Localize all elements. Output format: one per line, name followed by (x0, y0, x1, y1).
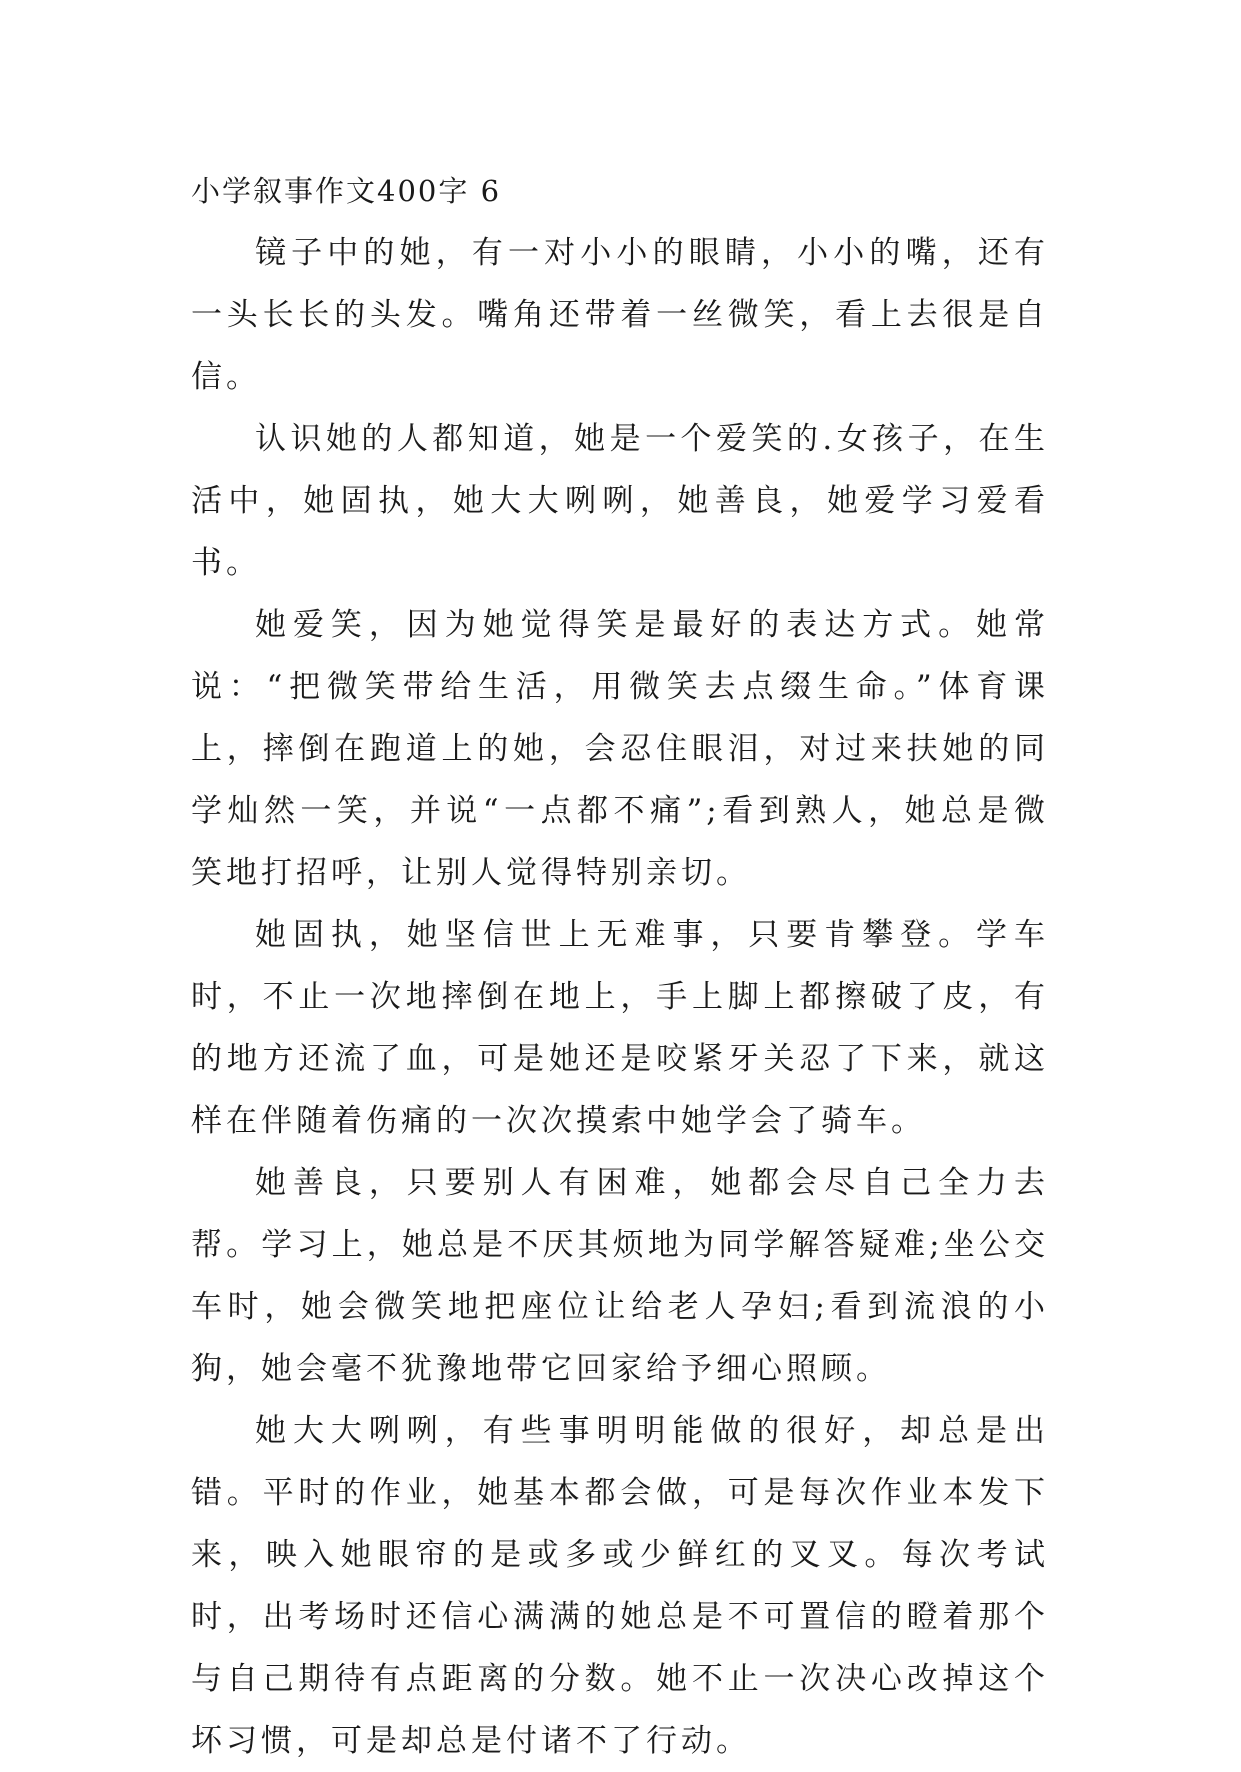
paragraph-careless: 她大大咧咧，有些事明明能做的很好，却总是出错。平时的作业，她基本都会做，可是每次作业本发下来，映入她眼帘的是或多或少鲜红的叉叉。每次考试时，出考场时还信心满满的她总是不可置信的瞪着那个与自己期待有点距离的分数。她不止一次决心改掉这个坏习惯，可是却总是付诸不了行动。 (191, 1413, 1049, 1759)
paragraph-mirror-description: 镜子中的她，有一对小小的眼睛，小小的嘴，还有一头长长的头发。嘴角还带着一丝微笑，看上去很是自信。 (191, 235, 1049, 395)
essay-body (191, 160, 1049, 1772)
paragraph-personality-overview: 认识她的人都知道，她是一个爱笑的.女孩子，在生活中，她固执，她大大咧咧，她善良，她爱学习爱看书。 (191, 421, 1049, 581)
paragraph-loves-smiling: 她爱笑，因为她觉得笑是最好的表达方式。她常说：“把微笑带给生活，用微笑去点缀生命。”体育课上，摔倒在跑道上的她，会忍住眼泪，对过来扶她的同学灿然一笑，并说“一点都不痛”;看到熟人，她总是微笑地打招呼，让别人觉得特别亲切。 (191, 607, 1049, 891)
paragraph-stubborn: 她固执，她坚信世上无难事，只要肯攀登。学车时，不止一次地摔倒在地上，手上脚上都擦破了皮，有的地方还流了血，可是她还是咬紧牙关忍了下来，就这样在伴随着伤痛的一次次摸索中她学会了骑车。 (191, 917, 1049, 1139)
essay-title: 小学叙事作文400字 6 (191, 174, 502, 208)
paragraph-kind: 她善良，只要别人有困难，她都会尽自己全力去帮。学习上，她总是不厌其烦地为同学解答疑难;坐公交车时，她会微笑地把座位让给老人孕妇;看到流浪的小狗，她会毫不犹豫地带它回家给予细心照顾。 (191, 1165, 1049, 1387)
